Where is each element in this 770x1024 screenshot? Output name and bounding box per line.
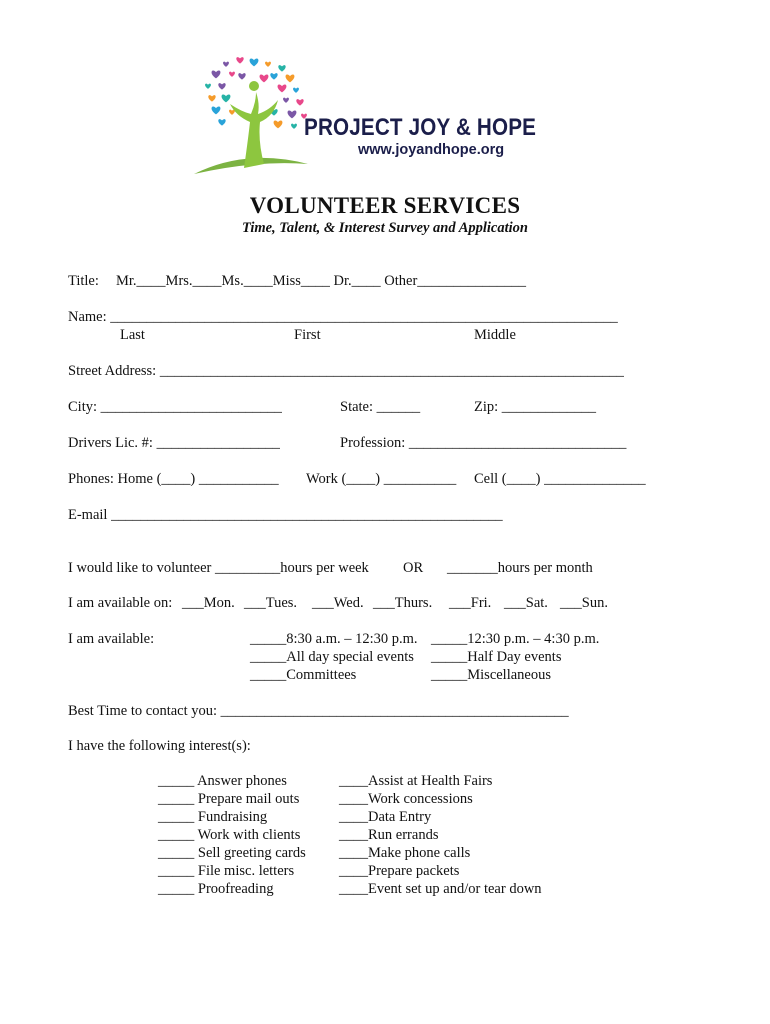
day-option-sat[interactable]: ___Sat.: [504, 595, 548, 611]
heart-icon: [250, 58, 259, 66]
day-option-mon[interactable]: ___Mon.: [182, 595, 235, 611]
interest-option[interactable]: _____ Fundraising: [158, 809, 268, 825]
title-options[interactable]: Mr.____Mrs.____Ms.____Miss____ Dr.____ Other_______________: [116, 273, 527, 289]
or-text: OR: [403, 560, 424, 576]
day-option-thurs[interactable]: ___Thurs.: [373, 595, 433, 611]
heart-icon: [265, 62, 271, 67]
drivers-license-field[interactable]: Drivers Lic. #: _________________: [68, 435, 280, 451]
interest-option[interactable]: ____Event set up and/or tear down: [339, 881, 542, 897]
day-option-fri[interactable]: ___Fri.: [449, 595, 492, 611]
phone-cell-field[interactable]: Cell (____) ______________: [474, 471, 646, 487]
email-field[interactable]: E-mail ______________________________________________________: [68, 507, 503, 523]
heart-icon: [293, 88, 299, 93]
avail-option-all-day[interactable]: _____All day special events: [250, 649, 414, 665]
heart-icon: [205, 84, 211, 89]
day-option-wed[interactable]: ___Wed.: [312, 595, 364, 611]
interests-label: I have the following interest(s):: [68, 738, 251, 754]
heart-icon: [238, 73, 245, 80]
heart-icon: [218, 119, 225, 126]
interest-option[interactable]: ____Work concessions: [339, 791, 473, 807]
logo: [186, 56, 537, 180]
avail-option-morning[interactable]: _____8:30 a.m. – 12:30 p.m.: [250, 631, 418, 647]
hours-per-month-field[interactable]: _______hours per month: [447, 560, 593, 576]
heart-icon: [278, 84, 287, 92]
interest-option[interactable]: _____ Prepare mail outs: [158, 791, 300, 807]
heart-icon: [229, 110, 235, 115]
name-field[interactable]: Name: ______________________________________________________________________: [68, 309, 618, 325]
best-time-field[interactable]: Best Time to contact you: ________________________________________________: [68, 703, 569, 719]
interest-option[interactable]: _____ Sell greeting cards: [158, 845, 306, 861]
phone-work-field[interactable]: Work (____) __________: [306, 471, 457, 487]
page-subtitle: Time, Talent, & Interest Survey and Application: [242, 220, 528, 236]
day-option-sun[interactable]: ___Sun.: [560, 595, 608, 611]
interest-option[interactable]: _____ Work with clients: [158, 827, 301, 843]
city-field[interactable]: City: _________________________: [68, 399, 282, 415]
interest-option[interactable]: _____ Answer phones: [158, 773, 287, 789]
heart-icon: [296, 99, 303, 106]
avail-option-half-day[interactable]: _____Half Day events: [431, 649, 562, 665]
heart-icon: [212, 70, 221, 78]
interest-option[interactable]: _____ Proofreading: [158, 881, 274, 897]
heart-icon: [222, 94, 231, 102]
heart-tree-logo-icon: [186, 56, 316, 180]
title-label: Title:: [68, 273, 99, 289]
brand-url: www.joyandhope.org: [358, 142, 505, 158]
days-label: I am available on:: [68, 595, 173, 611]
phone-home-field[interactable]: Phones: Home (____) ___________: [68, 471, 279, 487]
interest-option[interactable]: ____Assist at Health Fairs: [339, 773, 493, 789]
interest-option[interactable]: _____ File misc. letters: [158, 863, 295, 879]
day-option-tues[interactable]: ___Tues.: [244, 595, 298, 611]
brand-name: PROJECT JOY & HOPE: [304, 114, 537, 141]
zip-field[interactable]: Zip: _____________: [474, 399, 597, 415]
page-title: VOLUNTEER SERVICES: [249, 193, 521, 218]
heart-icon: [236, 57, 243, 64]
heart-icon: [260, 74, 269, 82]
name-first-caption: First: [294, 327, 321, 343]
availability-label: I am available:: [68, 631, 155, 647]
heart-icon: [288, 110, 297, 118]
heart-icon: [291, 124, 297, 129]
name-last-caption: Last: [120, 327, 145, 343]
avail-option-afternoon[interactable]: _____12:30 p.m. – 4:30 p.m.: [431, 631, 600, 647]
avail-option-committees[interactable]: _____Committees: [250, 667, 357, 683]
heart-icon: [286, 74, 295, 82]
street-address-field[interactable]: Street Address: ________________________________________________________________: [68, 363, 624, 379]
heart-icon: [283, 98, 289, 103]
profession-field[interactable]: Profession: ______________________________: [340, 435, 627, 451]
heart-icon: [270, 73, 277, 80]
heart-icon: [223, 62, 229, 67]
heart-icon: [218, 83, 225, 90]
heart-icon: [212, 106, 221, 114]
heart-icon: [229, 72, 235, 77]
heart-icon: [208, 95, 215, 102]
heart-icon: [278, 65, 285, 72]
name-middle-caption: Middle: [474, 327, 516, 343]
interest-option[interactable]: ____Data Entry: [339, 809, 432, 825]
avail-option-misc[interactable]: _____Miscellaneous: [431, 667, 552, 683]
hours-per-week-field[interactable]: I would like to volunteer _________hours per week: [68, 560, 369, 576]
interest-option[interactable]: ____Make phone calls: [339, 845, 471, 861]
state-field[interactable]: State: ______: [340, 399, 421, 415]
interest-option[interactable]: ____Prepare packets: [339, 863, 460, 879]
interest-option[interactable]: ____Run errands: [339, 827, 439, 843]
heart-icon: [274, 120, 283, 128]
